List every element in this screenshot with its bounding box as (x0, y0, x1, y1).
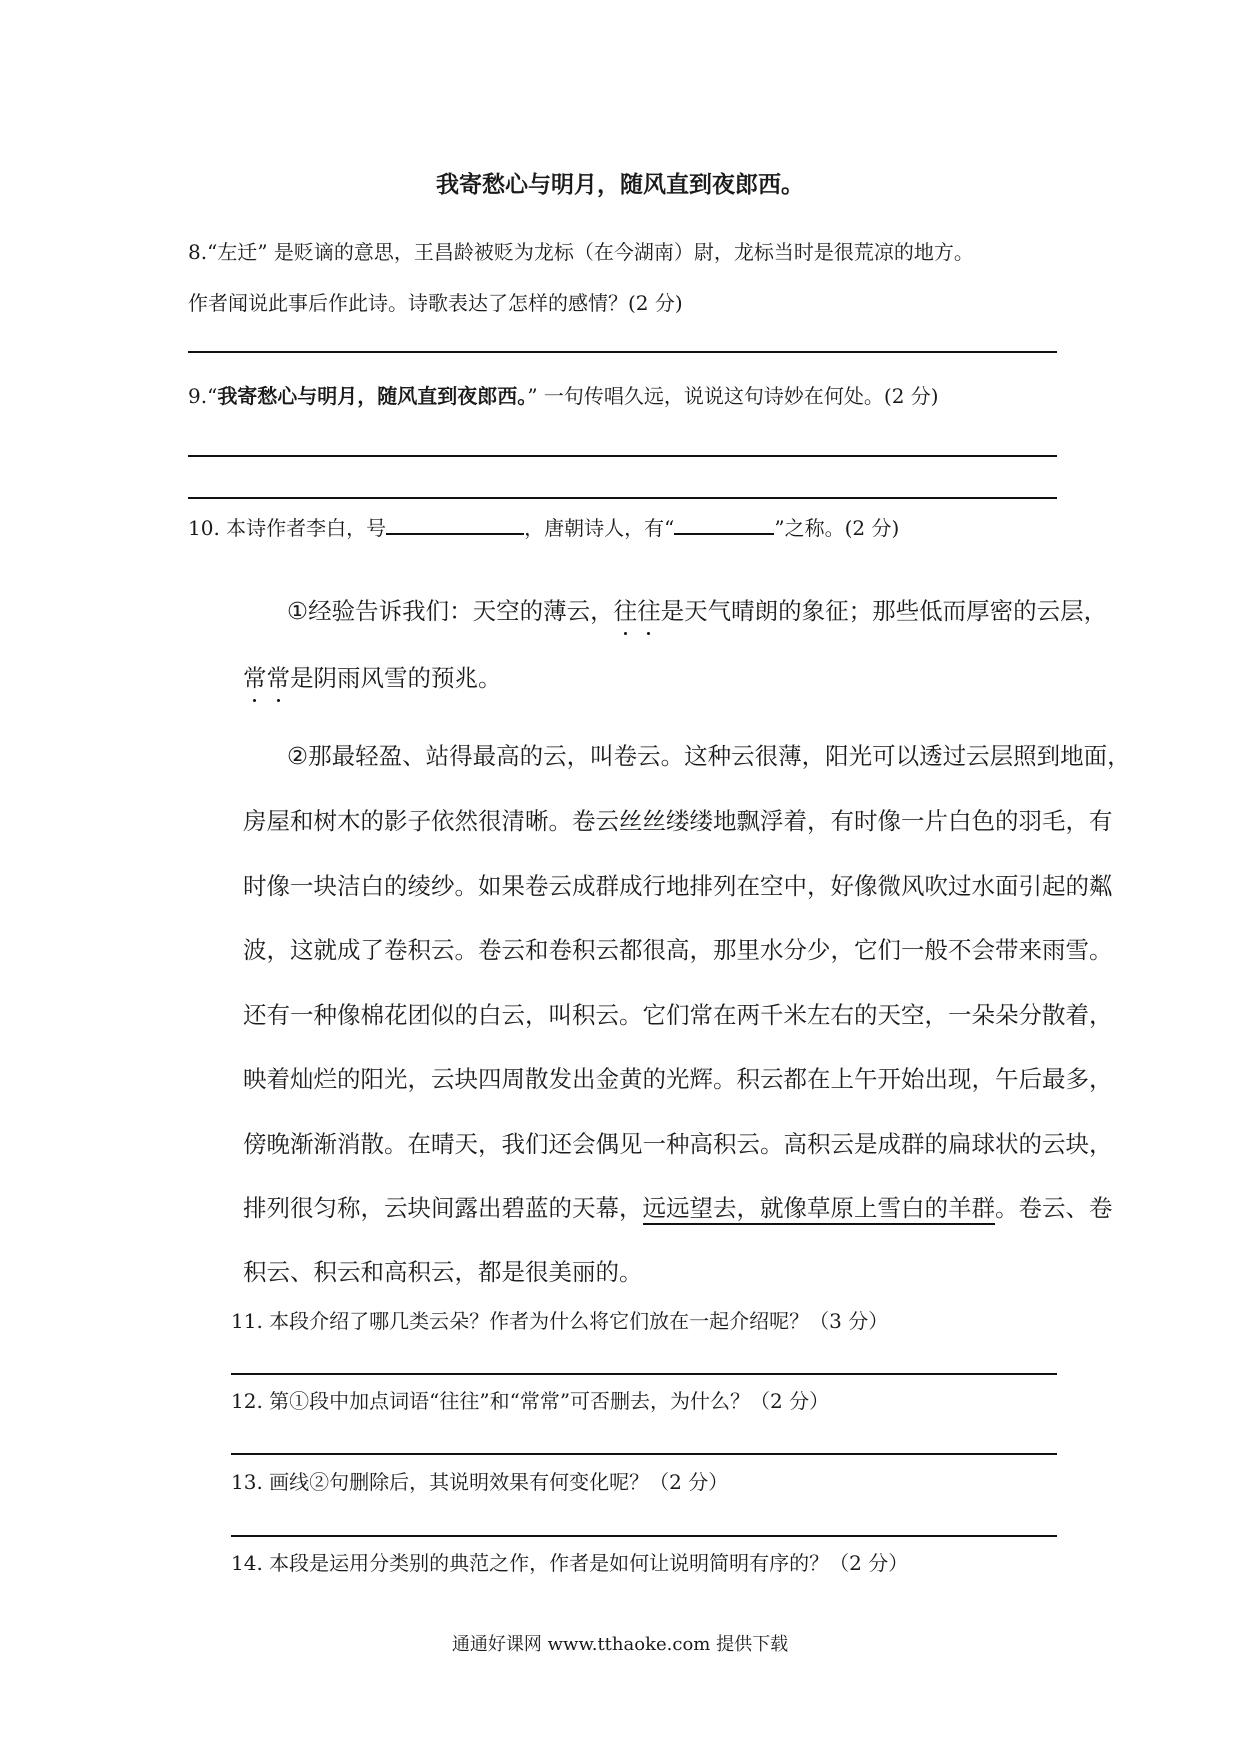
passage-p2-l8-a: 排列很匀称，云块间露出碧蓝的天幕， (243, 1194, 643, 1222)
question-14: 14. 本段是运用分类别的典范之作，作者是如何让说明简明有序的？（2 分） (231, 1551, 909, 1575)
question-8-term: 左迁 (217, 240, 258, 264)
passage-p2-line-3: 时像一块洁白的绫纱。如果卷云成群成行地排列在空中，好像微风吹过水面引起的粼 (243, 872, 1113, 900)
question-13: 13. 画线②句删除后，其说明效果有何变化呢？（2 分） (231, 1470, 729, 1494)
question-8-line-1 (188, 238, 974, 266)
passage-p2-line-7: 傍晚渐渐消散。在晴天，我们还会偶见一种高积云。高积云是成群的扁球状的云块， (243, 1130, 1113, 1158)
passage-p1-line-1 (287, 592, 1107, 626)
passage-p2-line-5: 还有一种像棉花团似的白云，叫积云。它们常在两千米左右的天空，一朵朵分散着， (243, 1001, 1113, 1029)
question-9-quote: 我寄愁心与明月，随风直到夜郎西。 (217, 384, 528, 408)
emphasis-char: 往 (637, 592, 661, 626)
answer-line-9a[interactable] (188, 455, 1057, 457)
passage-p2-l8-b: 。卷云、卷 (995, 1194, 1113, 1222)
passage-p1-l1-a: ①经验告诉我们：天空的薄云， (287, 597, 614, 625)
poem-title: 我寄愁心与明月，随风直到夜郎西。 (436, 172, 804, 198)
answer-line-8[interactable] (188, 351, 1057, 353)
question-9 (188, 382, 939, 410)
question-10-part-2: ，唐朝诗人，有“ (524, 516, 675, 540)
question-11: 11. 本段介绍了哪几类云朵？作者为什么将它们放在一起介绍呢？（3 分） (231, 1309, 889, 1333)
passage-p1-l2-b: 是阴雨风雪的预兆。 (290, 664, 502, 692)
question-10-part-1: 10. 本诗作者李白，号 (188, 516, 387, 540)
question-10 (188, 514, 899, 542)
answer-line-11[interactable] (231, 1373, 1057, 1375)
passage-p2-line-9: 积云、积云和高积云，都是很美丽的。 (243, 1258, 643, 1286)
passage-p2-line-2: 房屋和树木的影子依然很清晰。卷云丝丝缕缕地飘浮着，有时像一片白色的羽毛，有 (243, 807, 1113, 835)
passage-p2-line-8 (243, 1189, 1113, 1223)
answer-line-12[interactable] (231, 1453, 1057, 1455)
answer-line-13[interactable] (231, 1535, 1057, 1537)
question-12: 12. 第①段中加点词语“往往”和“常常”可否删去，为什么？（2 分） (231, 1389, 830, 1413)
answer-line-9b[interactable] (188, 497, 1057, 499)
question-10-part-3: ”之称。(2 分) (774, 516, 900, 540)
emphasis-char: 往 (614, 592, 638, 626)
passage-p2-line-4: 波，这就成了卷积云。卷云和卷积云都很高，那里水分少，它们一般不会带来雨雪。 (243, 936, 1113, 964)
question-8-line-2: 作者闻说此事后作此诗。诗歌表达了怎样的感情？(2 分) (188, 291, 683, 315)
passage-p2-line-1: ②那最轻盈、站得最高的云，叫卷云。这种云很薄，阳光可以透过云层照到地面， (287, 742, 1131, 770)
passage-p2-line-6: 映着灿烂的阳光，云块四周散发出金黄的光辉。积云都在上午开始出现，午后最多， (243, 1065, 1113, 1093)
question-8-prefix: 8.“ (188, 240, 218, 264)
question-9-prefix: 9.“ (188, 384, 218, 408)
question-10-blank-1[interactable] (386, 515, 524, 535)
emphasis-char: 常 (243, 659, 267, 693)
question-9-rest: ” 一句传唱久远，说说这句诗妙在何处。(2 分) (527, 384, 939, 408)
question-10-blank-2[interactable] (674, 515, 774, 535)
underlined-sentence: 远远望去，就像草原上雪白的羊群 (643, 1194, 996, 1225)
page-footer: 通通好课网 www.tthaoke.com 提供下载 (451, 1634, 789, 1655)
passage-p1-line-2 (243, 659, 502, 693)
question-8-line-1-rest: ” 是贬谪的意思，王昌龄被贬为龙标（在今湖南）尉，龙标当时是很荒凉的地方。 (257, 240, 974, 264)
emphasis-char: 常 (267, 659, 291, 693)
passage-p1-l1-b: 是天气晴朗的象征；那些低而厚密的云层， (660, 597, 1108, 625)
